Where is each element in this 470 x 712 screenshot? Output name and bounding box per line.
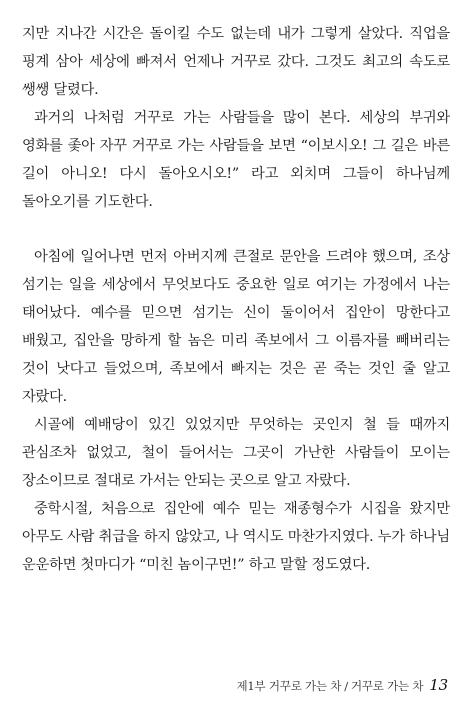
page-number: 13 <box>429 676 448 694</box>
section-gap <box>22 216 450 243</box>
paragraph: 아침에 일어나면 먼저 아버지께 큰절로 문안을 드려야 했으며, 조상 섬기는 일을 세상에서 무엇보다도 중요한 일로 여기는 가정에서 나는 태어났다. 예수를 믿으면 섬기는 신이 둘이어서 집안이 망한다고 배웠고, 집안을 망하게 할 놈은 미리 족보에서 그 이름자를 빼버리는 것이 낫다고 들었으며, 족보에서 빠지는 것은 곧 죽는 것인 줄 알고 자랐다. <box>22 249 450 405</box>
paragraph-continuation: 지만 지나간 시간은 돌이킬 수도 없는데 내가 그렇게 살았다. 직업을 핑계 삼아 세상에 빠져서 언제나 거꾸로 갔다. 그것도 최고의 속도로 쌩쌩 달렸다. <box>22 26 450 98</box>
footer-part-title: 제1부 거꾸로 가는 차 <box>236 679 342 693</box>
paragraph: 시골에 예배당이 있긴 있었지만 무엇하는 곳인지 철 들 때까지 관심조차 없었고, 철이 들어서는 그곳이 가난한 사람들이 모이는 장소이므로 절대로 가서는 안되는 곳으로 알고 자랐다. <box>22 417 450 489</box>
footer-separator: / <box>344 679 348 693</box>
paragraph: 중학시절, 처음으로 집안에 예수 믿는 재종형수가 시집을 왔지만 아무도 사람 취급을 하지 않았고, 나 역시도 마찬가지였다. 누가 하나님 운운하면 첫마디가 “미친 놈이구먼!” 하고 말할 정도였다. <box>22 501 450 573</box>
running-footer <box>236 676 448 694</box>
paragraph: 과거의 나처럼 거꾸로 가는 사람들을 많이 본다. 세상의 부귀와 영화를 좇아 자꾸 거꾸로 가는 사람들을 보면 “이보시오! 그 길은 바른 길이 아니오! 다시 돌아오시오!” 라고 외치며 그들이 하나님께 돌아오기를 기도한다. <box>22 110 450 210</box>
page-body <box>22 20 450 579</box>
footer-chapter-title: 거꾸로 가는 차 <box>350 679 424 693</box>
